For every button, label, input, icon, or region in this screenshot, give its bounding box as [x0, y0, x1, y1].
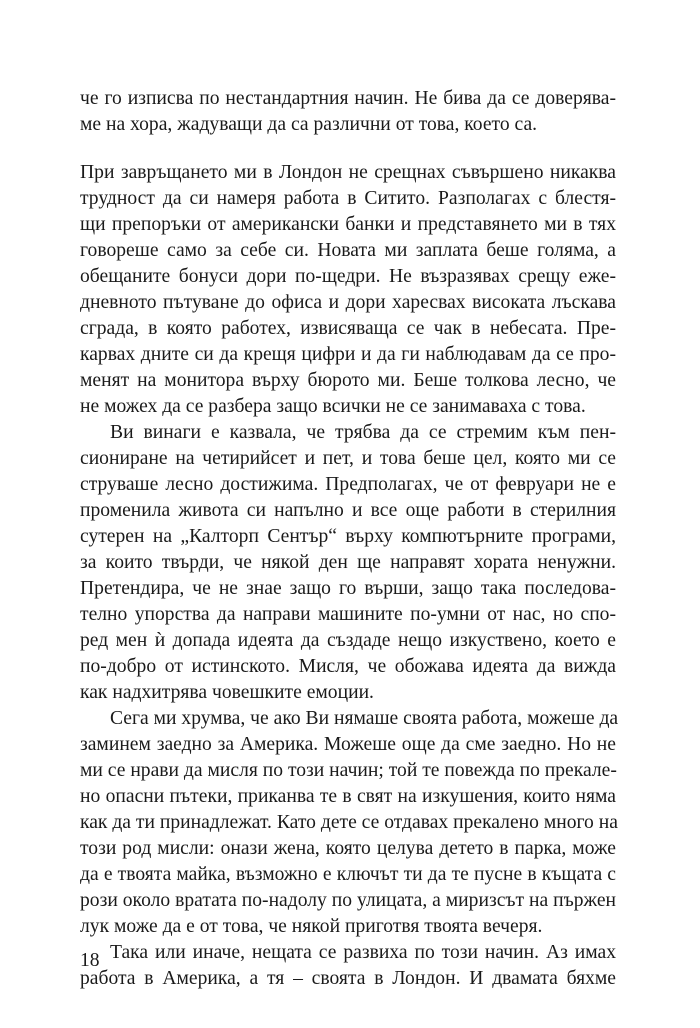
body-text [80, 86, 619, 992]
text-line: този род мисли: онази жена, която целува детето в парка, може [80, 838, 616, 859]
text-line: лук може да е от това, че някой приготвя твоята вечеря. [80, 916, 543, 937]
text-line: но опасни пътеки, приканва те в свят на изкушения, които няма [80, 786, 616, 807]
text-line: сутерен на „Калторп Сентър“ върху компютърните програми, [80, 526, 616, 547]
text-line: Претендира, че не знае защо го върши, защо така последова- [80, 578, 616, 599]
text-line: менят на монитора върху бюрото ми. Беше толкова лесно, че [80, 370, 616, 391]
page-number: 18 [80, 950, 100, 971]
paragraph [80, 706, 619, 940]
text-line: да е твоята майка, възможно е ключът ти да те пусне в къщата с [80, 864, 616, 885]
paragraph [80, 420, 616, 706]
text-line: Сега ми хрумва, че ако Ви нямаше своята работа, можеше да [110, 708, 619, 729]
text-line: ме на хора, жадуващи да са различни от това, което са. [80, 114, 538, 135]
text-line: ред мен ѝ допада идеята да създаде нещо изкуствено, което е [80, 630, 616, 651]
text-line: трудност да си намеря работа в Ситито. Разполагах с блестя- [80, 188, 616, 209]
text-line: за които твърди, че някой ден ще направят хората ненужни. [80, 552, 616, 573]
text-line: обещаните бонуси дори по-щедри. Не възразявах срещу еже- [80, 266, 616, 287]
text-line: дневното пътуване до офиса и дори харесвах високата лъскава [80, 292, 616, 313]
paragraph [80, 940, 616, 992]
text-line: работа в Америка, а тя – своята в Лондон. И двамата бяхме [80, 968, 616, 989]
text-line: по-добро от истинското. Мисля, че обожава идеята да вижда [80, 656, 616, 677]
text-line: карвах дните си да крещя цифри и да ги наблюдавам да се про- [80, 344, 616, 365]
text-line: сграда, в която работех, извисяваща се чак в небесата. Пре- [80, 318, 616, 339]
paragraph [80, 86, 616, 138]
paragraph-gap [80, 138, 616, 160]
text-line: ми се нрави да мисля по този начин; той те повежда по прекале- [80, 760, 617, 781]
paragraph [80, 160, 616, 420]
text-line: струваше лесно достижима. Предполагах, че от февруари не е [80, 474, 616, 495]
text-line: При завръщането ми в Лондон не срещнах съвършено никаква [80, 162, 616, 183]
text-line: че го изписва по нестандартния начин. Не бива да се доверява- [80, 88, 616, 109]
text-line: сиониране на четирийсет и пет, и това беше цел, която ми се [80, 448, 616, 469]
text-line: променила живота си напълно и все още работи в стерилния [80, 500, 616, 521]
text-line: заминем заедно за Америка. Можеше още да сме заедно. Но не [80, 734, 616, 755]
text-line: рози около вратата по-надолу по улицата, а миризсът на пържен [80, 890, 616, 911]
text-line: говореше само за себе си. Новата ми заплата беше голяма, а [80, 240, 616, 261]
text-line: Така или иначе, нещата се развиха по този начин. Аз имах [110, 942, 616, 963]
text-line: не можех да се разбера защо всички не се занимаваха с това. [80, 396, 586, 417]
text-line: как да ти принадлежат. Като дете се отдавах прекалено много на [80, 812, 618, 833]
text-line: Ви винаги е казвала, че трябва да се стремим към пен- [110, 422, 616, 443]
text-line: как надхитрява човешките емоции. [80, 682, 374, 703]
text-line: щи препоръки от американски банки и представянето ми в тях [80, 214, 616, 235]
text-line: телно упорства да направи машините по-умни от нас, но спо- [80, 604, 616, 625]
